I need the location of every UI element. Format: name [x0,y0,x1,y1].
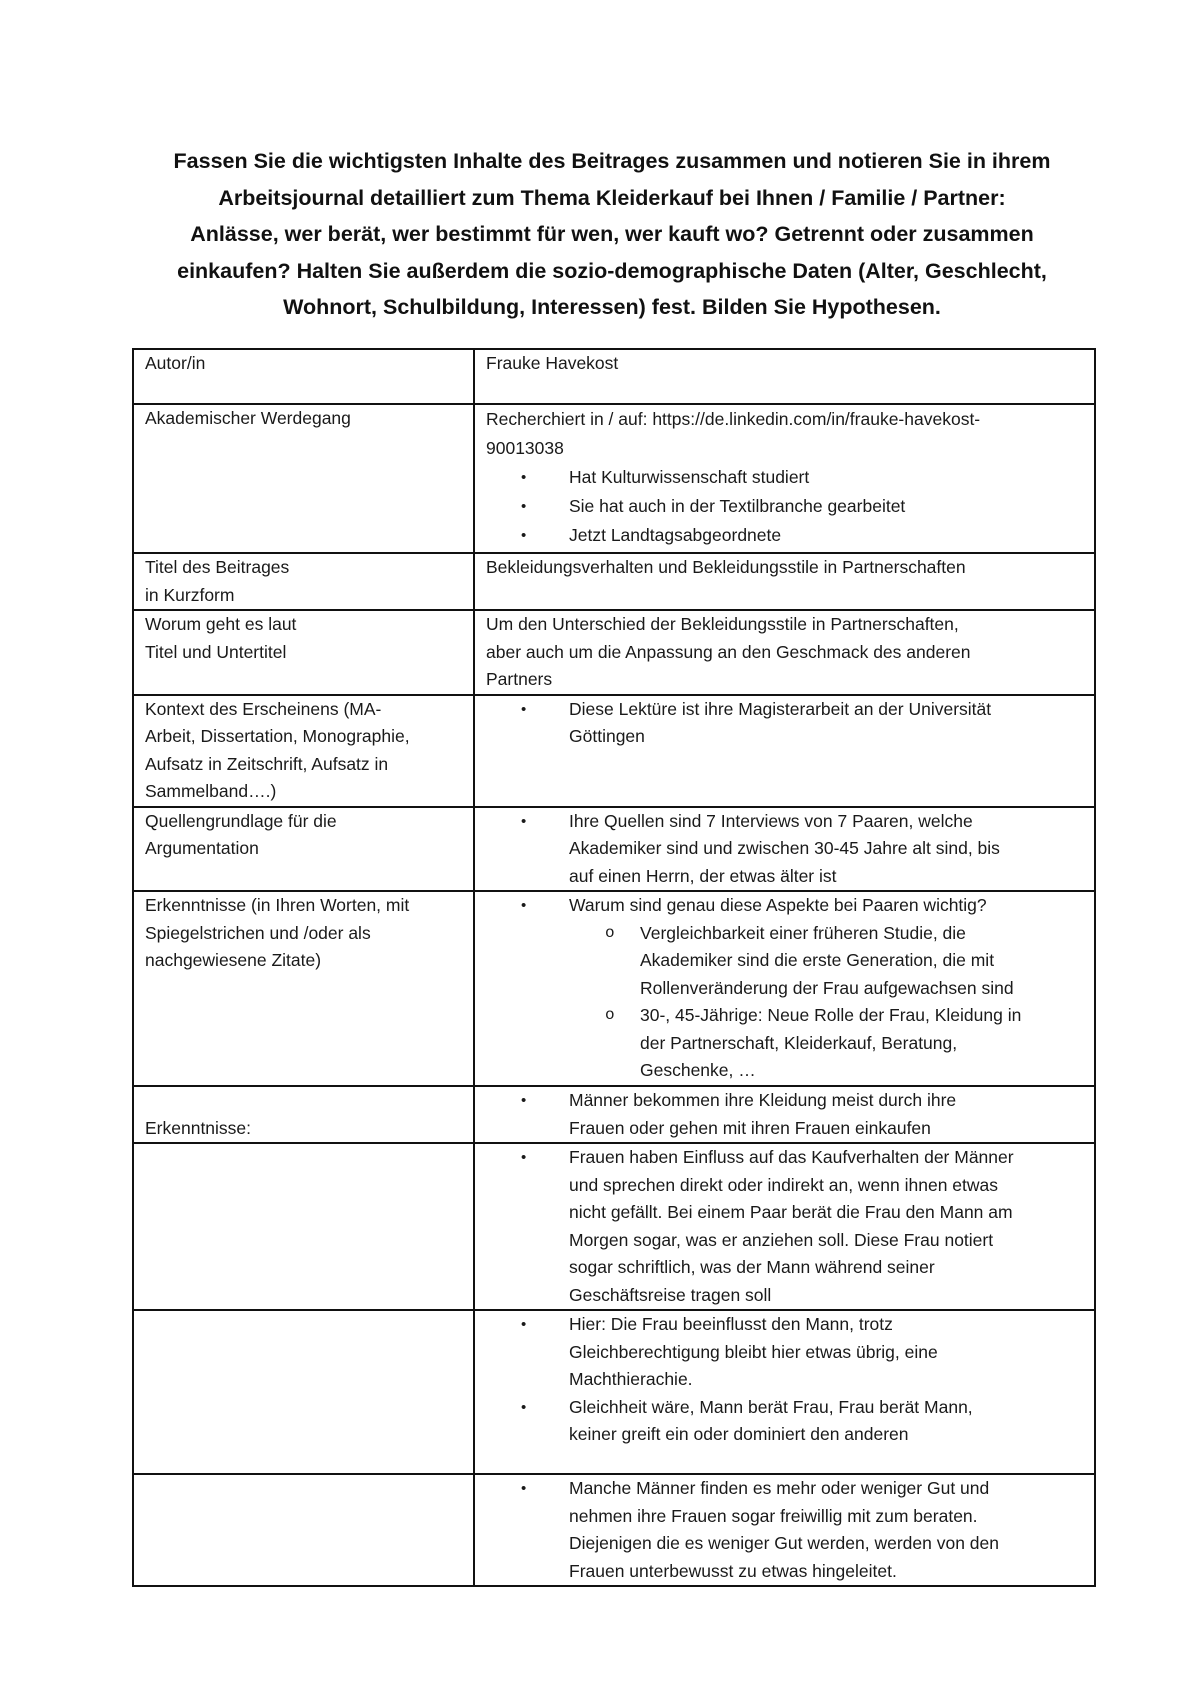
list-item-text: Jetzt Landtagsabgeordnete [569,525,782,545]
list-item-text: Geschäftsreise tragen soll [569,1284,772,1305]
list-item-text: Göttingen [569,726,645,746]
list-item-text: Frauen unterbewusst zu etwas hingeleitet. [569,1560,897,1581]
label-cell [133,553,474,610]
list-item-text: sogar schriftlich, was der Mann während seiner [569,1257,935,1277]
list-item [486,1311,1084,1394]
bullet-list [486,892,1084,1085]
label-cell [133,404,474,553]
research-source-text: 90013038 [486,438,564,458]
row-label: Erkenntnisse (in Ihren Worten, mit [145,895,410,915]
list-item-text: auf einen Herrn, der etwas älter ist [569,865,837,886]
list-item-text: nehmen ihre Frauen sogar freiwillig mit zum beraten. [569,1505,978,1526]
label-cell [133,610,474,695]
value-cell [474,610,1095,695]
row-label: nachgewiesene Zitate) [145,950,322,970]
list-item [486,1475,1084,1585]
instruction-line: Fassen Sie die wichtigsten Inhalte des Beitrages zusammen und notieren Sie in ihrem [173,149,1051,173]
assignment-instructions [132,143,1092,326]
row-label: Spiegelstrichen und /oder als [145,922,371,943]
row-label: Worum geht es laut [145,614,297,634]
value-cell [474,695,1095,807]
list-item [486,696,1084,751]
list-item-text: Gleichheit wäre, Mann berät Frau, Frau berät Mann, [569,1396,973,1417]
list-item-text: Machthierachie. [569,1369,693,1389]
list-item-text: Akademiker sind die erste Generation, die mit [640,950,995,970]
value-cell [474,1086,1095,1143]
list-item-text: Hier: Die Frau beeinflusst den Mann, trotz [569,1314,893,1334]
instruction-line: Wohnort, Schulbildung, Interessen) fest. Bilden Sie Hypothesen. [283,295,941,320]
table-row-hier [133,1310,1095,1474]
list-item-text: 30-, 45-Jährige: Neue Rolle der Frau, Kleidung in [640,1005,1022,1025]
instruction-line: einkaufen? Halten Sie außerdem die sozio-demographische Daten (Alter, Geschlecht, [177,258,1047,283]
value-cell [474,1310,1095,1474]
row-label: Aufsatz in Zeitschrift, Aufsatz in [145,753,389,774]
bullet-icon: • [521,1398,527,1416]
value-cell [474,404,1095,553]
label-cell [133,1143,474,1310]
topic-text: Partners [486,669,553,689]
bullet-icon: • [521,1149,527,1166]
table-row-manche [133,1474,1095,1586]
value-cell [474,1474,1095,1586]
list-item-text: nicht gefällt. Bei einem Paar berät die Frau den Mann am [569,1202,1013,1222]
value-cell [474,891,1095,1086]
label-cell [133,1086,474,1143]
list-item [486,463,1084,492]
table-row-worum [133,610,1095,695]
research-source-text: Recherchiert in / auf: https://de.linkedin.com/in/frauke-havekost- [486,409,981,429]
author-name: Frauke Havekost [486,353,619,373]
sub-list-item [486,1002,1084,1085]
list-item-text: Vergleichbarkeit einer früheren Studie, die [640,922,966,943]
row-label: Arbeit, Dissertation, Monographie, [145,726,410,746]
list-item-text: Ihre Quellen sind 7 Interviews von 7 Paaren, welche [569,810,973,831]
bullet-icon: • [521,1480,527,1497]
list-item [486,1087,1084,1142]
row-label: Argumentation [145,838,259,858]
bullet-icon: • [521,498,527,515]
table-row-frauen [133,1143,1095,1310]
list-item [486,492,1084,521]
bullet-icon: • [521,1092,527,1109]
list-item-text: Morgen sogar, was er anziehen soll. Diese Frau notiert [569,1229,994,1250]
list-item-text: Rollenveränderung der Frau aufgewachsen sind [640,977,1014,998]
bullet-icon: • [521,897,527,914]
list-item-text: und sprechen direkt oder indirekt an, wenn ihnen etwas [569,1174,999,1195]
list-item [486,892,1084,920]
bullet-icon: • [521,812,527,830]
row-label: Erkenntnisse: [145,1117,252,1138]
bullet-list [486,1144,1084,1309]
value-cell [474,553,1095,610]
table-row-autor [133,349,1095,404]
value-cell [474,349,1095,404]
list-item-text: Warum sind genau diese Aspekte bei Paaren wichtig? [569,895,987,915]
article-title: Bekleidungsverhalten und Bekleidungsstile in Partnerschaften [486,557,966,577]
bullet-list [486,696,1084,751]
label-cell [133,807,474,892]
table-row-titel [133,553,1095,610]
bullet-icon: • [521,469,527,486]
list-item-text: Frauen haben Einfluss auf das Kaufverhalten der Männer [569,1147,1014,1167]
list-item [486,1394,1084,1449]
list-item-text: der Partnerschaft, Kleiderkauf, Beratung, [640,1032,958,1053]
bullet-icon: • [521,1316,527,1333]
table-row-kontext [133,695,1095,807]
sub-list-item [486,920,1084,1003]
label-cell [133,1310,474,1474]
list-item-text: Diejenigen die es weniger Gut werden, werden von den [569,1533,999,1553]
sub-bullet-icon: o [605,1006,615,1024]
list-item-text: keiner greift ein oder dominiert den anderen [569,1424,909,1444]
list-item [486,1144,1084,1309]
topic-text: Um den Unterschied der Bekleidungsstile in Partnerschaften, [486,614,959,634]
journal-table [132,348,1096,1587]
bullet-list [486,1087,1084,1142]
label-cell [133,891,474,1086]
list-item-text: Gleichberechtigung bleibt hier etwas übrig, eine [569,1341,938,1362]
instruction-line: Anlässe, wer berät, wer bestimmt für wen, wer kauft wo? Getrennt oder zusammen [190,222,1034,247]
bullet-list [486,1311,1084,1449]
list-item-text: Hat Kulturwissenschaft studiert [569,467,810,487]
row-label: in Kurzform [145,584,235,605]
list-item-text: Manche Männer finden es mehr oder weniger Gut und [569,1478,990,1498]
list-item-text: Geschenke, … [640,1060,756,1080]
label-cell [133,1474,474,1586]
row-label: Sammelband….) [145,781,277,801]
list-item-text: Frauen oder gehen mit ihren Frauen einkaufen [569,1117,931,1138]
table-row-werdegang [133,404,1095,553]
row-label: Titel und Untertitel [145,641,287,662]
value-cell [474,1143,1095,1310]
list-item-text: Akademiker sind und zwischen 30-45 Jahre alt sind, bis [569,838,1000,858]
value-cell [474,807,1095,892]
instruction-line: Arbeitsjournal detailliert zum Thema Kleiderkauf bei Ihnen / Familie / Partner: [218,185,1006,210]
sub-bullet-icon: o [605,923,615,942]
label-cell [133,349,474,404]
list-item-text: Sie hat auch in der Textilbranche gearbeitet [569,496,906,516]
row-label: Quellengrundlage für die [145,810,337,831]
row-label: Akademischer Werdegang [145,408,351,428]
list-item [486,521,1084,550]
table-row-quellen [133,807,1095,892]
list-item-text: Männer bekommen ihre Kleidung meist durch ihre [569,1090,957,1110]
row-label: Titel des Beitrages [145,557,290,577]
bullet-list [486,1475,1084,1585]
bullet-icon: • [521,527,527,544]
bullet-list [486,463,1084,550]
bullet-list [486,808,1084,891]
label-cell [133,695,474,807]
table-row-erkenntnisse-2 [133,1086,1095,1143]
table-row-erkenntnisse [133,891,1095,1086]
row-label: Kontext des Erscheinens (MA- [145,698,382,719]
row-label: Autor/in [145,353,206,373]
bullet-icon: • [521,700,527,718]
topic-text: aber auch um die Anpassung an den Geschmack des anderen [486,641,971,662]
list-item [486,808,1084,891]
list-item-text: Diese Lektüre ist ihre Magisterarbeit an der Universität [569,698,992,719]
